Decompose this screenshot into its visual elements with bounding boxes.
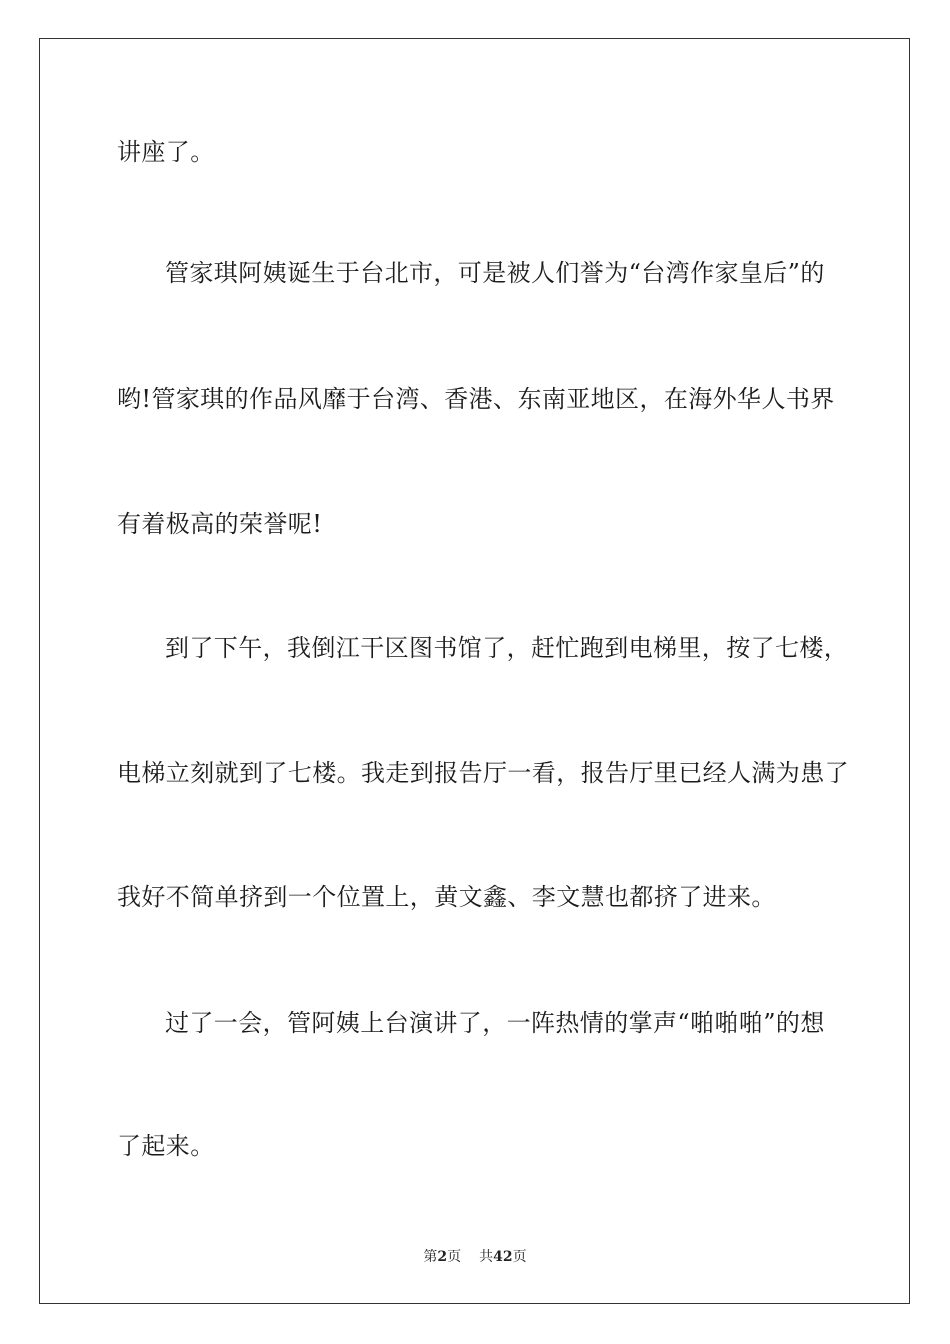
text-line-3: 哟!管家琪的作品风靡于台湾、香港、东南亚地区，在海外华人书界: [117, 385, 835, 413]
page-footer: [0, 1246, 950, 1266]
page-number: 2: [437, 1249, 448, 1265]
text-line-8: 过了一会，管阿姨上台演讲了，一阵热情的掌声“啪啪啪”的想: [165, 1009, 825, 1037]
text-line-6: 电梯立刻就到了七楼。我走到报告厅一看，报告厅里已经人满为患了: [117, 759, 849, 787]
text-line-2: 管家琪阿姨诞生于台北市，可是被人们誉为“台湾作家皇后”的: [165, 259, 825, 287]
text-line-4: 有着极高的荣誉呢!: [117, 510, 323, 538]
page-suffix: 页: [447, 1249, 462, 1265]
total-pages: 42: [493, 1249, 513, 1265]
page-border: [39, 38, 910, 1304]
text-line-9: 了起来。: [117, 1132, 215, 1160]
text-line-1: 讲座了。: [117, 138, 215, 166]
text-line-5: 到了下午，我倒江干区图书馆了，赶忙跑到电梯里，按了七楼，: [165, 634, 849, 662]
page-prefix: 第: [423, 1249, 438, 1265]
total-prefix: 共: [479, 1249, 494, 1265]
text-line-7: 我好不简单挤到一个位置上，黄文鑫、李文慧也都挤了进来。: [117, 883, 776, 911]
total-suffix: 页: [512, 1249, 527, 1265]
